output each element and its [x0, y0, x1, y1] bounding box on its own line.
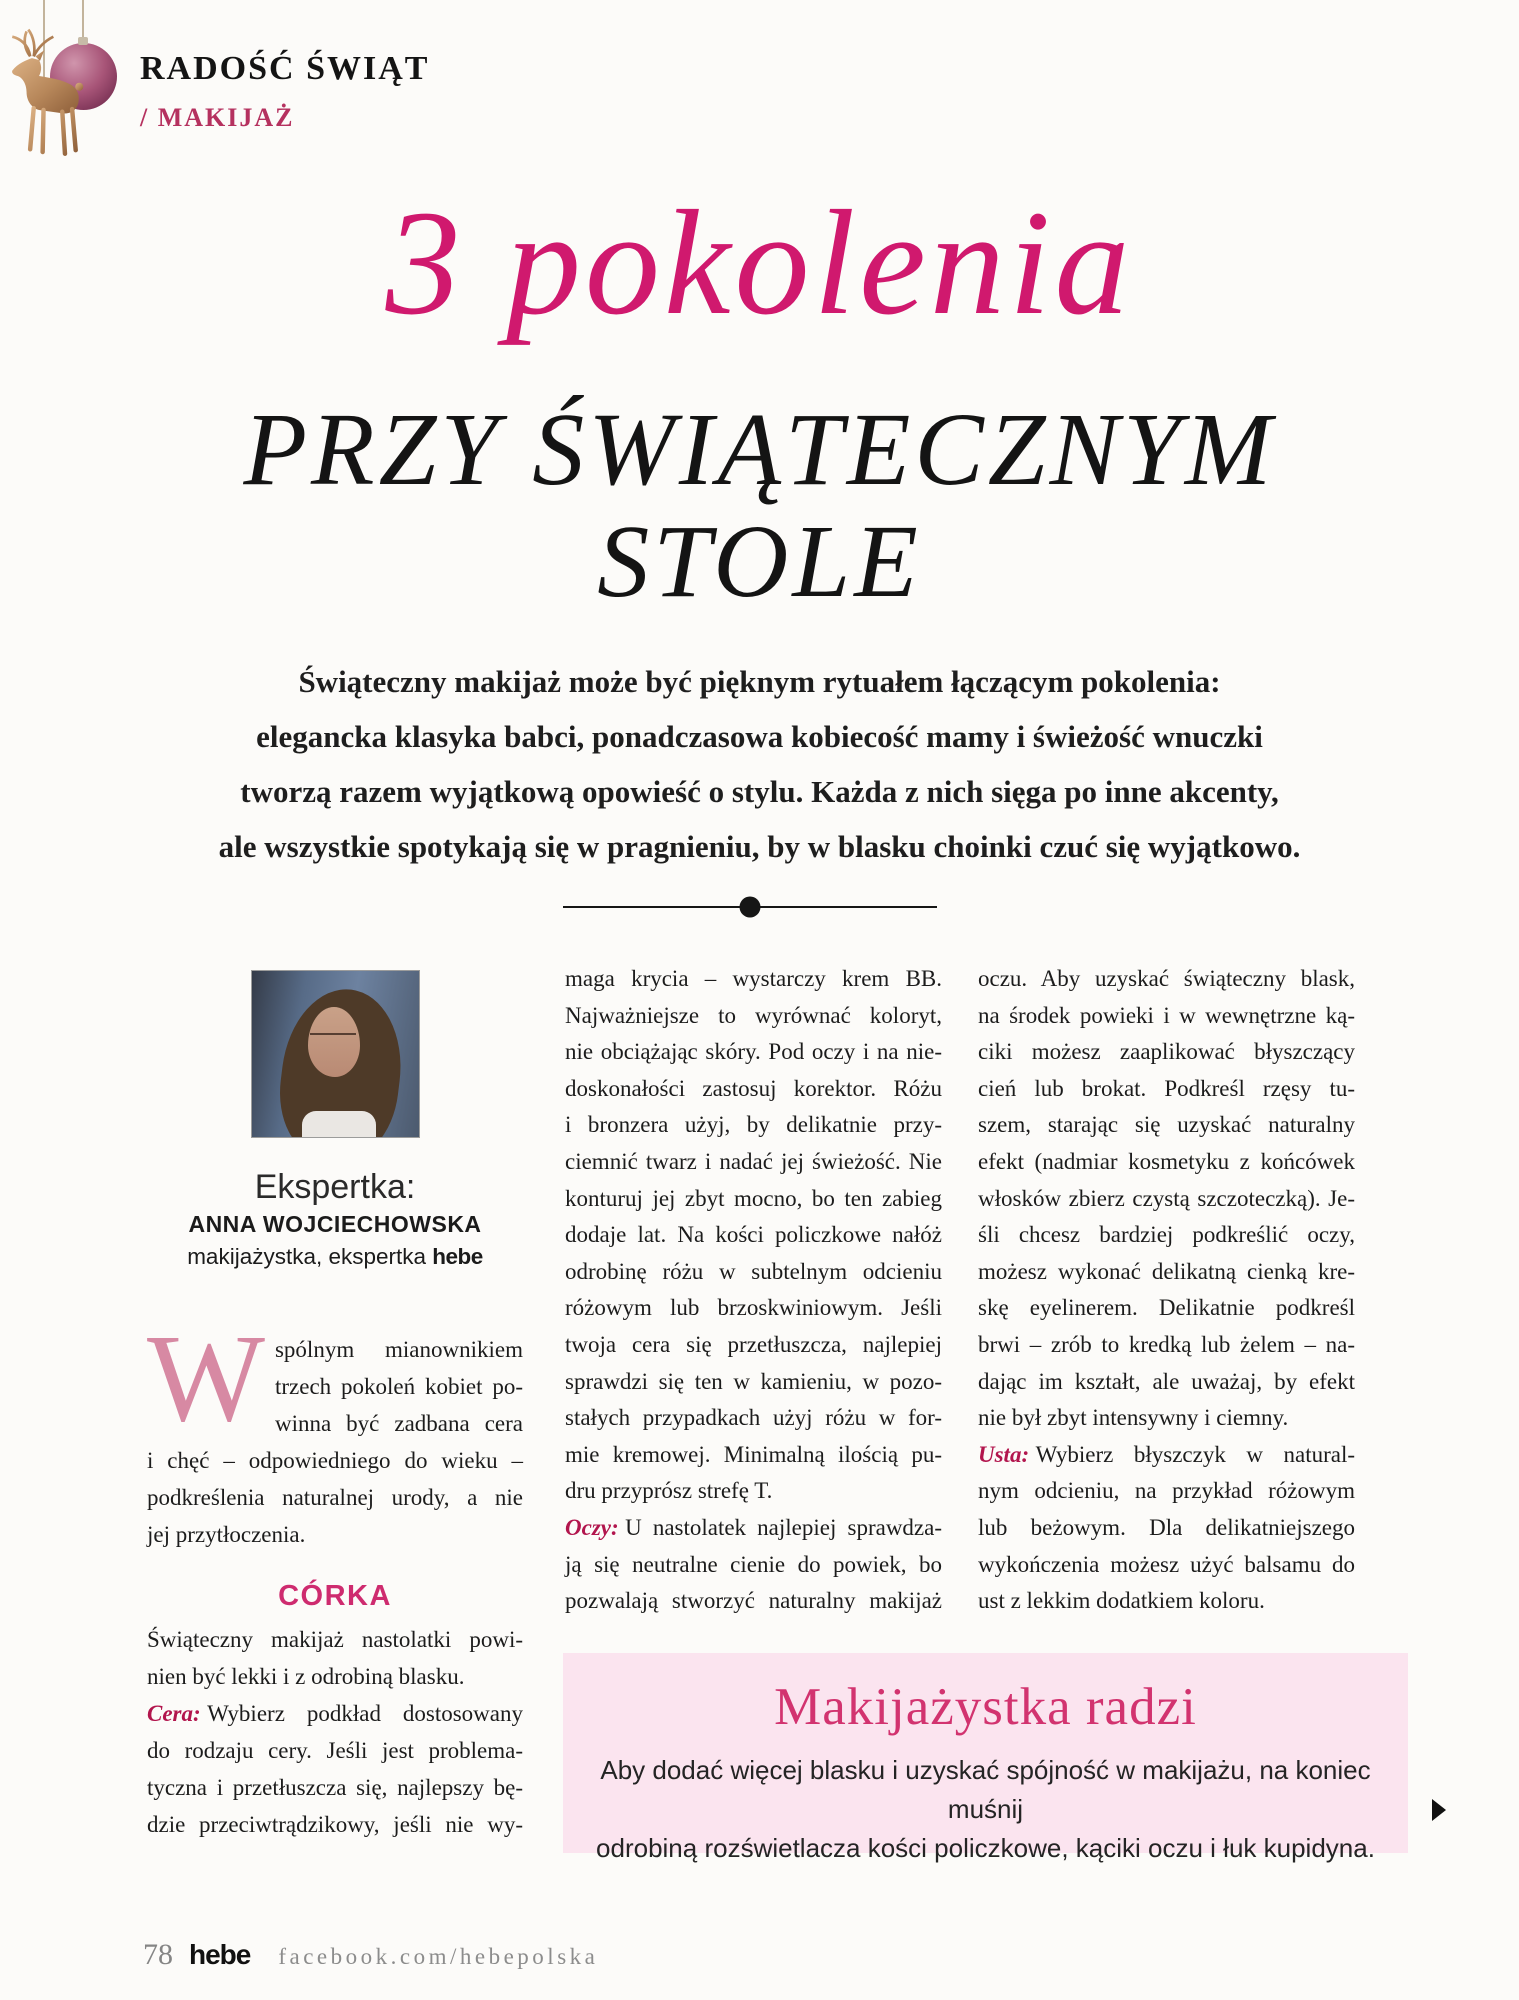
hebe-logo: hebe — [189, 1939, 251, 1970]
text-line-content: dodaje lat. Na kości policzkowe nałóż — [565, 1222, 942, 1248]
advice-box — [563, 1653, 1408, 1863]
text-line — [565, 1107, 942, 1144]
advice-line: Aby dodać więcej blasku i uzyskać spójność w makijażu, na koniec muśnij — [600, 1755, 1371, 1824]
text-line-content: wykończenia możesz użyć balsamu do — [978, 1551, 1355, 1577]
facebook-url: facebook.com/hebepolska — [278, 1944, 599, 1969]
reindeer-icon — [0, 26, 96, 160]
text-line — [565, 1364, 942, 1401]
intro-line: Świąteczny makijaż może być pięknym rytuałem łączącym pokolenia: — [298, 664, 1221, 699]
text-line-content: i bronzera użyj, by delikatnie przy- — [565, 1112, 942, 1138]
text-line-content: na środek powieki i w wewnętrzne ką- — [978, 1002, 1355, 1028]
text-line — [565, 1144, 942, 1181]
opening-paragraph — [147, 1310, 523, 1553]
text-line — [978, 998, 1355, 1035]
text-line — [147, 1769, 523, 1806]
title-line-2: STOLE — [597, 504, 922, 619]
text-line-content: skę eyelinerem. Delikatnie podkreśl — [978, 1295, 1355, 1321]
text-line — [978, 1107, 1355, 1144]
text-line-content: ją się neutralne cienie do powiek, bo — [565, 1551, 942, 1577]
text-line — [565, 1217, 942, 1254]
text-line — [978, 1144, 1355, 1181]
text-line-content: mie kremowej. Minimalną ilością pu- — [565, 1441, 942, 1467]
text-line-content: oczu. Aby uzyskać świąteczny blask, — [978, 966, 1355, 991]
text-line — [147, 1621, 523, 1658]
photo-glasses-shape — [310, 1033, 356, 1049]
advice-box-text — [563, 1751, 1408, 1868]
section-label: RADOŚĆ ŚWIĄT — [140, 50, 430, 87]
text-line-content: lub beżowym. Dla delikatniejszego — [978, 1514, 1355, 1540]
text-line — [978, 1034, 1355, 1071]
text-line-content: twoja cera się przetłuszcza, najlepiej — [565, 1331, 942, 1357]
advice-box-title: Makijażystka radzi — [774, 1678, 1197, 1736]
column-left — [147, 971, 523, 1843]
text-line-content: ciemnić twarz i nadać jej świeżość. Nie — [565, 1148, 942, 1174]
text-line-content: dając im kształt, ale uważaj, by efekt — [978, 1368, 1355, 1394]
text-line — [978, 1071, 1355, 1108]
text-line — [978, 1254, 1355, 1291]
text-line — [565, 1400, 942, 1437]
intro-line: ale wszystkie spotykają się w pragnieniu, by w blasku choinki czuć się wyjątkowo. — [218, 829, 1301, 864]
text-line-content: ciki możesz zaaplikować błyszczący — [978, 1039, 1355, 1065]
text-line-content: Świąteczny makijaż nastolatki powi- — [147, 1627, 523, 1652]
hebe-brand-word: hebe — [432, 1244, 483, 1269]
intro-line: elegancka klasyka babci, ponadczasowa kobiecość mamy i świeżość wnuczki — [256, 719, 1263, 754]
text-line-content: spólnym mianownikiem — [274, 1337, 523, 1362]
expert-name: ANNA WOJCIECHOWSKA — [188, 1211, 482, 1237]
text-line-content: efekt (nadmiar kosmetyku z końcówek — [978, 1148, 1355, 1174]
expert-label: Ekspertka: — [254, 1168, 416, 1206]
text-line — [565, 1437, 942, 1474]
text-line-content: włosków zbierz czystą szczoteczką). Je- — [978, 1185, 1355, 1211]
text-line-content: śli chcesz bardziej podkreślić oczy, — [978, 1222, 1355, 1248]
text-line — [147, 1732, 523, 1769]
lead-in-label: Usta: — [978, 1441, 1030, 1467]
text-line-content: do rodzaju cery. Jeśli jest problema- — [147, 1738, 523, 1763]
text-line-content: trzech pokoleń kobiet po- — [274, 1374, 523, 1399]
text-line — [978, 1181, 1355, 1218]
next-page-arrow-icon — [1432, 1799, 1446, 1821]
text-line — [565, 1473, 942, 1510]
text-line-content: U nastolatek najlepiej sprawdza- — [625, 1514, 942, 1540]
divider-dot-icon — [740, 897, 761, 918]
text-line-content: konturuj jej zbyt mocno, bo ten zabieg — [565, 1185, 942, 1211]
expert-role — [147, 1241, 523, 1273]
text-line — [565, 1547, 942, 1584]
text-line — [978, 1290, 1355, 1327]
intro-line: tworzą razem wyjątkową opowieść o stylu. Każda z nich sięga po inne akcenty, — [240, 774, 1279, 809]
lead-in-label: Cera: — [147, 1701, 201, 1726]
text-line-content: różowym lub brzoskwiniowym. Jeśli — [565, 1295, 942, 1321]
text-line — [978, 1364, 1355, 1401]
intro-paragraph — [0, 654, 1519, 874]
advice-line: odrobiną rozświetlacza kości policzkowe, kąciki oczu i łuk kupidyna. — [596, 1833, 1375, 1863]
column-middle — [565, 961, 942, 1620]
text-line-content: ust z lekkim dodatkiem koloru. — [978, 1588, 1265, 1614]
text-line — [147, 1658, 523, 1695]
text-line-content: nie był zbyt intensywny i ciemny. — [978, 1405, 1289, 1431]
text-line — [565, 1327, 942, 1364]
text-line-content: dzie przeciwtrądzikowy, jeśli nie wy- — [147, 1812, 523, 1837]
text-line — [978, 961, 1355, 998]
text-line-content: maga krycia – wystarczy krem BB. — [565, 966, 942, 991]
text-line — [565, 1510, 942, 1547]
text-line-content: szem, starając się uzyskać naturalny — [978, 1112, 1355, 1138]
text-line — [147, 1479, 523, 1516]
text-line-content: podkreślenia naturalnej urody, a nie — [147, 1485, 523, 1510]
text-line — [978, 1217, 1355, 1254]
expert-photo — [252, 971, 419, 1137]
text-line-content: stałych przypadkach użyj różu w for- — [565, 1405, 942, 1431]
column-right — [978, 961, 1355, 1620]
text-line — [565, 998, 942, 1035]
text-line — [978, 1327, 1355, 1364]
text-line — [978, 1437, 1355, 1474]
text-line-content: sprawdzi się ten w kamieniu, w pozo- — [565, 1368, 942, 1394]
text-line-content: odrobinę różu w subtelnym odcieniu — [565, 1258, 942, 1284]
text-line-content: dru przyprósz strefę T. — [565, 1478, 773, 1504]
text-line-content: i chęć – odpowiedniego do wieku – — [147, 1448, 523, 1473]
text-line — [565, 1034, 942, 1071]
text-line-content: jej przytłoczenia. — [147, 1522, 306, 1547]
text-line — [565, 1254, 942, 1291]
left-paragraphs — [147, 1621, 523, 1843]
text-line — [978, 1510, 1355, 1547]
lead-in-label: Oczy: — [565, 1514, 619, 1540]
subsection-label: / MAKIJAŻ — [140, 103, 295, 132]
text-line-content: tyczna i przetłuszcza się, najlepszy bę- — [147, 1775, 523, 1800]
text-line — [978, 1547, 1355, 1584]
text-line-content: nien być lekki i z odrobiną blasku. — [147, 1664, 465, 1689]
photo-shirt-shape — [302, 1111, 376, 1137]
dropcap-letter: W — [147, 1310, 265, 1448]
page-footer — [143, 1938, 598, 1972]
text-line-content: nie obciążając skóry. Pod oczy i na nie- — [565, 1039, 942, 1065]
text-line-content: cień lub brokat. Podkreśl rzęsy tu- — [978, 1075, 1355, 1101]
text-line-content: doskonałości zastosuj korektor. Różu — [565, 1075, 942, 1101]
text-line-content: winna być zadbana cera — [274, 1411, 523, 1436]
text-line-content: pozwalają stworzyć naturalny makijaż — [565, 1588, 942, 1614]
subheading-corka: CÓRKA — [278, 1580, 392, 1612]
text-line — [565, 961, 942, 998]
text-line — [565, 1181, 942, 1218]
section-divider — [563, 906, 937, 908]
text-line-content: Wybierz podkład dostosowany — [207, 1701, 523, 1726]
text-line-content: brwi – zrób to kredką lub żelem – na- — [978, 1331, 1355, 1357]
text-line — [147, 1442, 523, 1479]
text-line — [978, 1473, 1355, 1510]
text-line-content: Wybierz błyszczyk w natural- — [1035, 1441, 1355, 1467]
text-line — [147, 1806, 523, 1843]
text-line-content: Najważniejsze to wyrównać koloryt, — [565, 1002, 942, 1028]
text-line — [147, 1516, 523, 1553]
text-line-content: możesz wykonać delikatną cienką kre- — [978, 1258, 1355, 1284]
text-line — [565, 1583, 942, 1620]
expert-role-text: makijażystka, ekspertka — [187, 1244, 427, 1269]
page-number: 78 — [143, 1938, 173, 1971]
text-line — [978, 1400, 1355, 1437]
title-line-1: PRZY ŚWIĄTECZNYM — [243, 392, 1276, 507]
title-script: 3 pokolenia — [385, 180, 1134, 346]
text-line — [978, 1583, 1355, 1620]
text-line — [565, 1071, 942, 1108]
text-line — [147, 1695, 523, 1732]
text-line-content: nym odcieniu, na przykład różowym — [978, 1478, 1355, 1504]
text-line — [565, 1290, 942, 1327]
